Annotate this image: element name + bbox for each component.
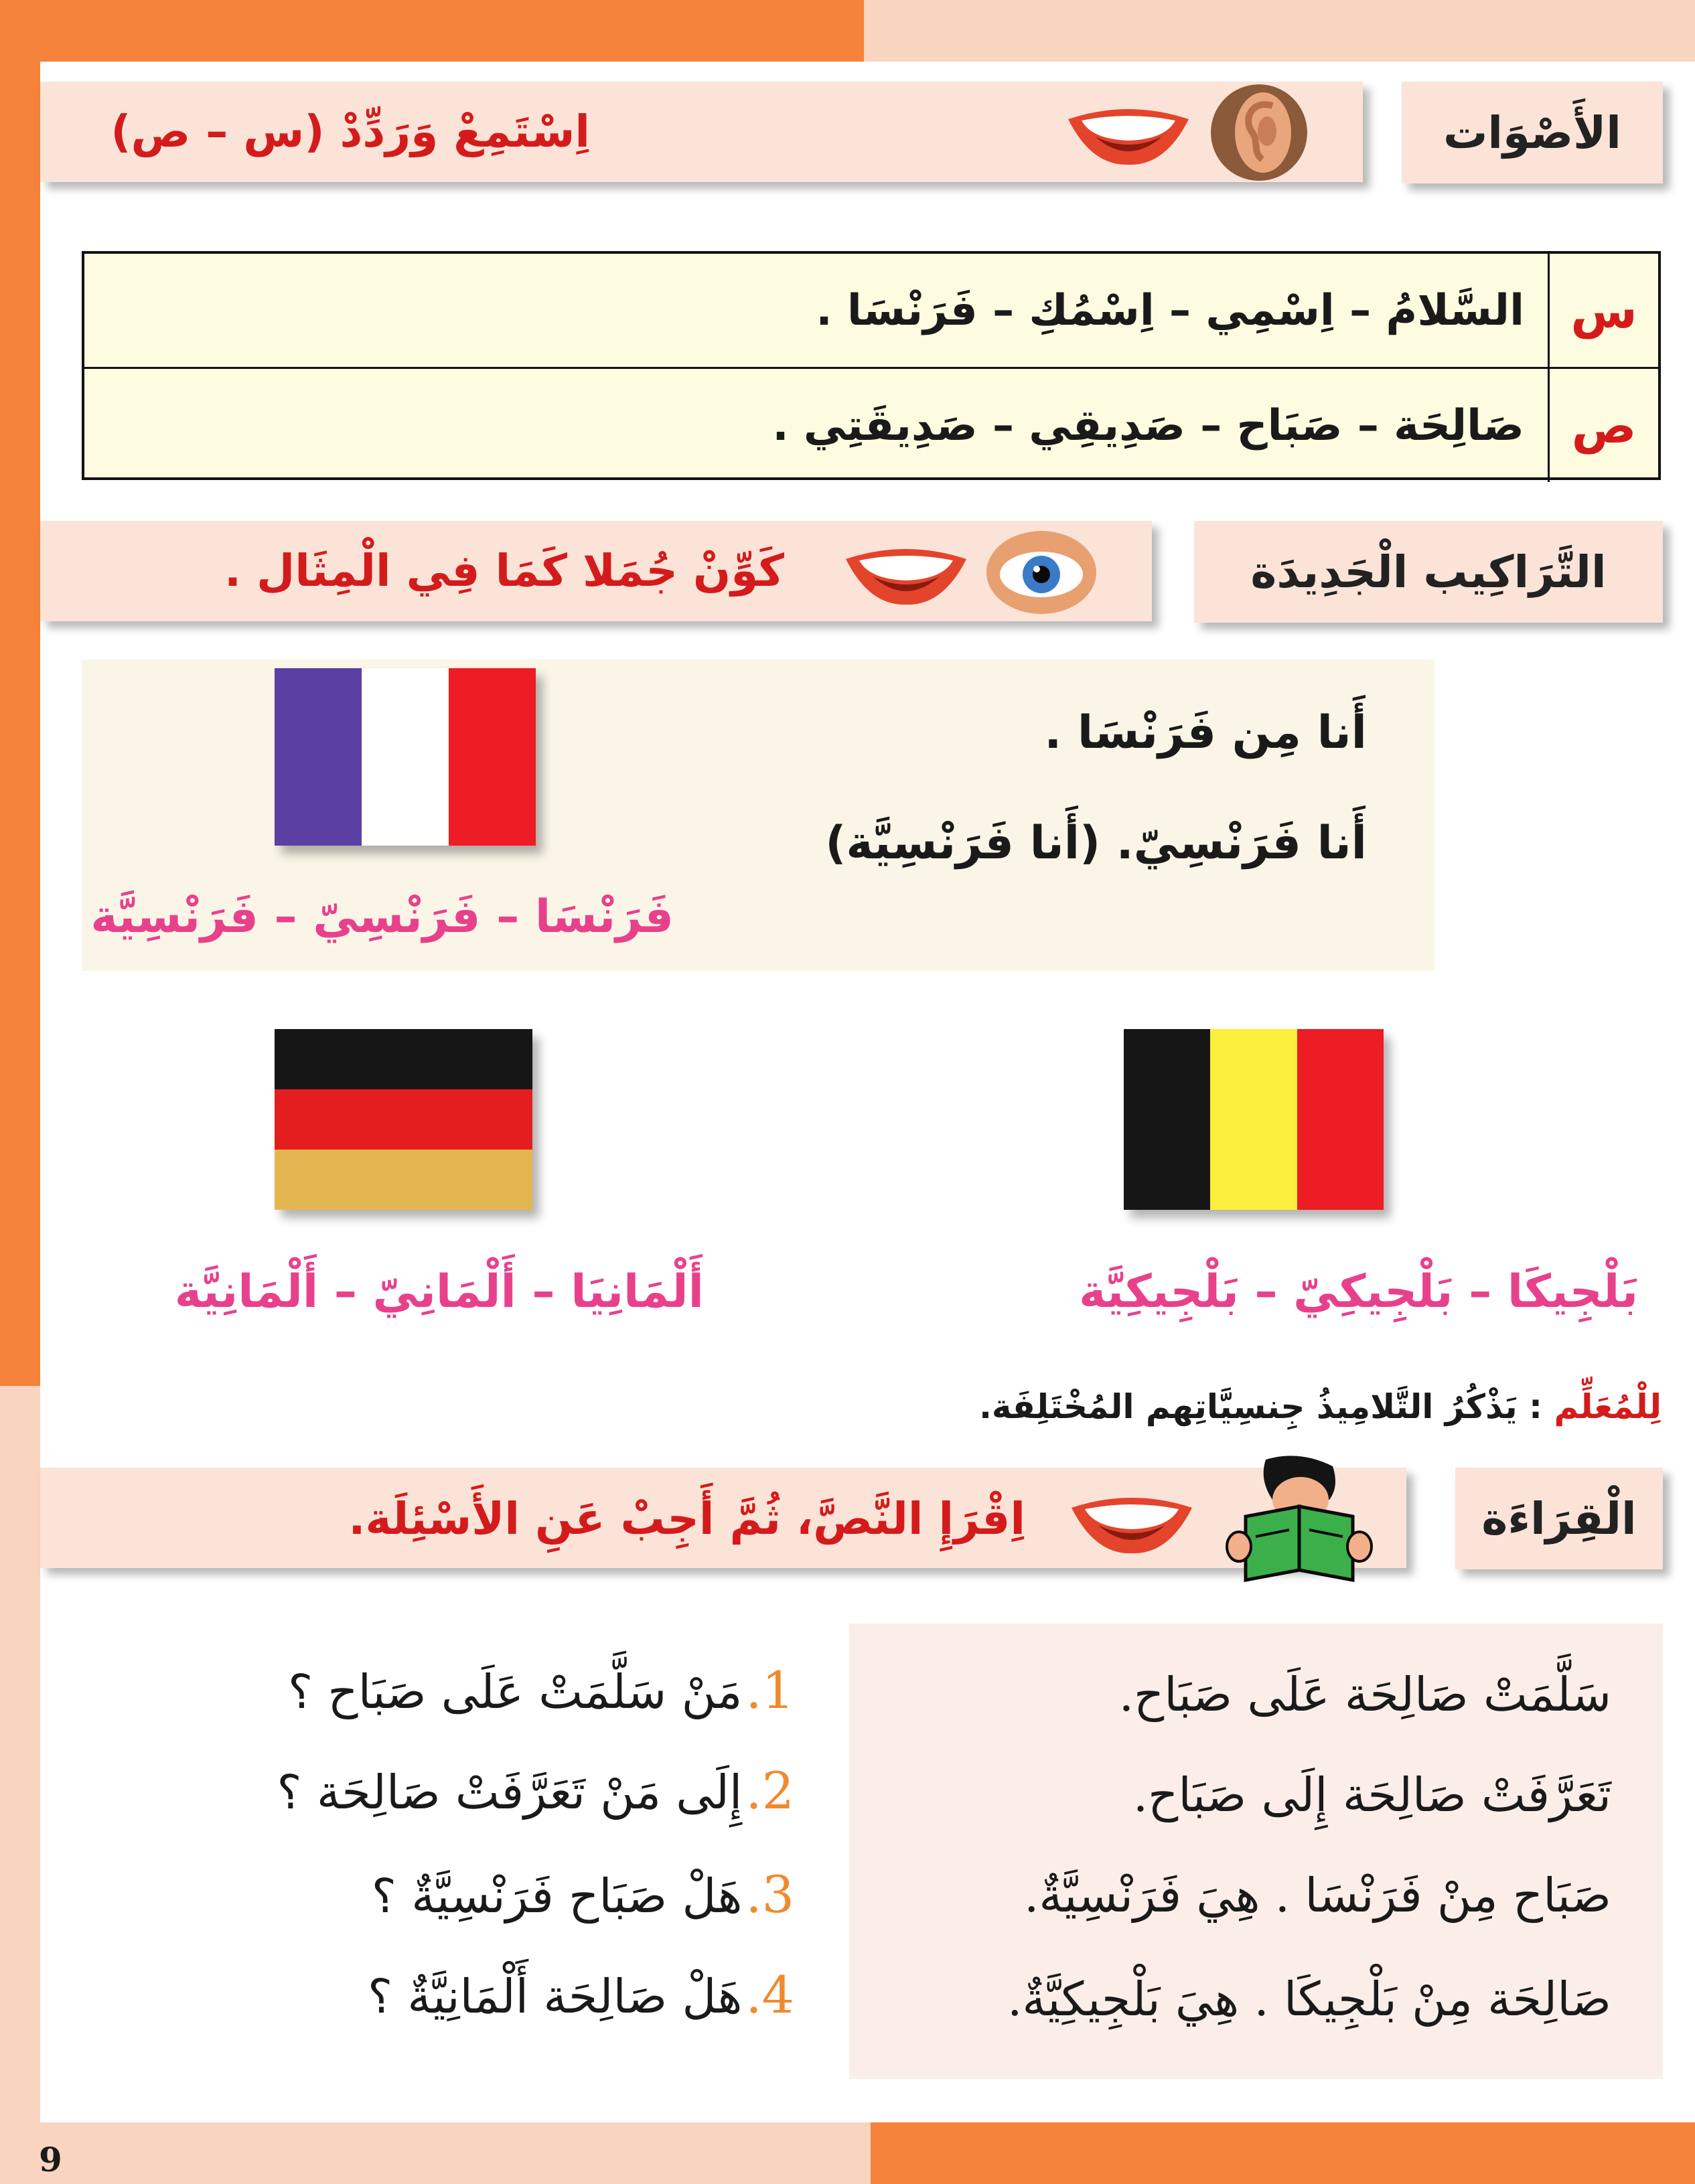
example-sentence-2: أَنا فَرَنْسِيّ. (أَنا فَرَنْسِيَّة) [825,817,1367,870]
left-band-lower [0,1386,40,2184]
question-text: إِلَى مَنْ تَعَرَّفَتْ صَالِحَة ؟ [277,1765,743,1820]
mouth-icon [842,539,970,606]
left-band [0,0,40,1386]
ear-icon [1205,79,1313,186]
question-item [277,1761,794,1820]
top-right-band [864,0,1695,62]
question-text: هَلْ صَالِحَة أَلْمَانِيَّةٌ ؟ [368,1969,743,2024]
question-text: هَلْ صَبَاح فَرَنْسِيَّةٌ ؟ [371,1869,743,1924]
bottom-left-band [0,2122,871,2184]
reading-label: الْقِرَاءَة [1455,1468,1663,1569]
reading-line: صَبَاح مِنْ فَرَنْسَا . هِيَ فَرَنْسِيَّةٌ. [1024,1868,1611,1923]
question-number: 1. [745,1660,794,1720]
belgium-words: بَلْجِيكَا – بَلْجِيكِيّ – بَلْجِيكِيَّة [1079,1265,1638,1318]
teacher-note-label: لِلْمُعَلِّم [1554,1387,1662,1426]
sounds-instruction: اِسْتَمِعْ وَرَدِّدْ (س – ص) [110,106,590,157]
flag-stripe [362,668,449,846]
mouth-icon [1065,99,1192,166]
question-item [288,1660,794,1720]
question-item [372,1865,794,1924]
table-words: السَّلامُ – اِسْمِي – اِسْمُكِ – فَرَنْسَا . [816,285,1524,335]
question-item [368,1965,794,2025]
table-row [84,254,1658,367]
example-sentence-1: أَنا مِن فَرَنْسَا . [1044,706,1367,759]
flag-stripe [1297,1029,1384,1210]
structures-label: التَّرَاكِيب الْجَدِيدَة [1194,521,1663,623]
question-number: 2. [745,1761,794,1820]
table-letter: ص [1548,369,1658,482]
page-number: 9 [39,2140,62,2179]
flag-stripe [1210,1029,1297,1210]
table-row [84,367,1658,482]
question-number: 3. [745,1865,794,1924]
belgium-flag [1124,1029,1384,1210]
sounds-table [82,251,1661,480]
reading-line: سَلَّمَتْ صَالِحَة عَلَى صَبَاح. [1118,1667,1611,1722]
reading-child-icon [1226,1453,1373,1587]
question-text: مَنْ سَلَّمَتْ عَلَى صَبَاح ؟ [288,1664,743,1719]
teacher-note [979,1387,1662,1426]
france-flag [275,668,536,846]
top-left-band [0,0,864,62]
bottom-right-band [871,2122,1695,2184]
eye-icon [984,529,1098,616]
reading-line: صَالِحَة مِنْ بَلْجِيكَا . هِيَ بَلْجِيكِيَّةٌ. [1007,1972,1611,2027]
flag-stripe [449,668,536,846]
question-number: 4. [745,1965,794,2025]
germany-flag [275,1029,532,1210]
flag-stripe [275,1029,532,1089]
table-words: صَالِحَة – صَبَاح – صَدِيقِي – صَدِيقَتِي . [772,400,1524,451]
reading-line: تَعَرَّفَتْ صَالِحَة إِلَى صَبَاح. [1132,1768,1611,1822]
mouth-icon [1068,1488,1195,1555]
flag-stripe [275,668,362,846]
france-words: فَرَنْسَا – فَرَنْسِيّ – فَرَنْسِيَّة [90,890,674,943]
reading-instruction: اِقْرَإِ النَّصَّ، ثُمَّ أَجِبْ عَنِ الأَسْئِلَة. [348,1493,1025,1545]
sounds-label: الأَصْوَات [1402,82,1663,183]
structures-instruction: كَوِّنْ جُمَلا كَمَا فِي الْمِثَال . [224,545,784,597]
flag-stripe [275,1089,532,1150]
teacher-note-text: : يَذْكُرُ التَّلامِيذُ جِنسِيَّاتِهم المُخْتَلِفَة. [978,1387,1543,1426]
table-letter: س [1548,254,1658,367]
germany-words: أَلْمَانِيَا – أَلْمَانِيّ – أَلْمَانِيَّة [174,1265,704,1318]
flag-stripe [1124,1029,1210,1210]
flag-stripe [275,1150,532,1210]
